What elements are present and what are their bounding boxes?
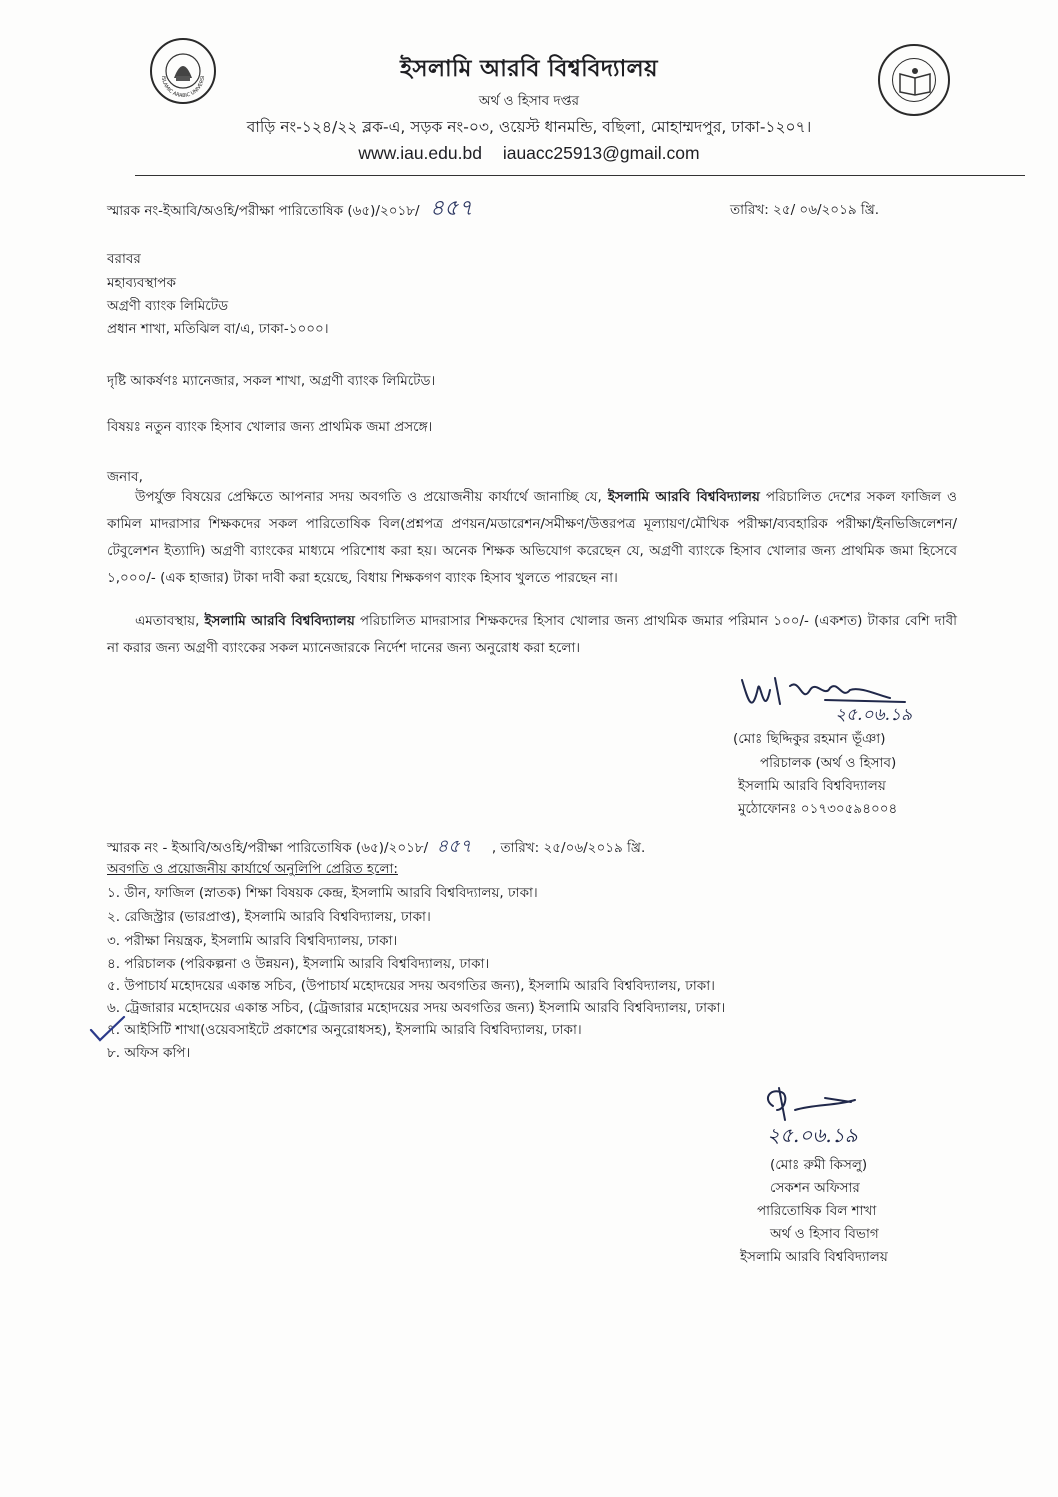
email-link[interactable]: iauacc25913@gmail.com bbox=[502, 143, 700, 163]
body-p2-text-a: এমতাবস্থায়, bbox=[135, 613, 205, 629]
signatory-1-org: ইসলামি আরবি বিশ্ববিদ্যালয় bbox=[738, 778, 886, 794]
signatory-1-name: (মোঃ ছিদ্দিকুর রহমান ভূঁঞা) bbox=[733, 731, 886, 747]
copy-item-2: ২. রেজিস্ট্রার (ভারপ্রাপ্ত), ইসলামি আরবি বিশ্ববিদ্যালয়, ঢাকা। bbox=[107, 909, 431, 925]
body-p1-text-a: উপর্যুক্ত বিষয়ের প্রেক্ষিতে আপনার সদয় অবগতি ও প্রয়োজনীয় কার্যার্থে জানাচ্ছি যে, bbox=[135, 489, 608, 505]
copy-item-4: ৪. পরিচালক (পরিকল্পনা ও উন্নয়ন), ইসলামি আরবি বিশ্ববিদ্যালয়, ঢাকা। bbox=[107, 956, 490, 972]
signature-1 bbox=[730, 660, 960, 730]
recipient-line-2: মহাব্যবস্থাপক bbox=[107, 275, 176, 291]
department-name: অর্থ ও হিসাব দপ্তর bbox=[478, 93, 580, 109]
copy-ref-handwritten: ৪৫৭ bbox=[436, 836, 472, 857]
attention-line: দৃষ্টি আকর্ষণঃ ম্যানেজার, সকল শাখা, অগ্রণী ব্যাংক লিমিটেড। bbox=[107, 373, 436, 389]
signatory-1-title: পরিচালক (অর্থ ও হিসাব) bbox=[760, 755, 897, 771]
signatory-1-phone: মুঠোফোনঃ ০১৭৩০৫৯৪০০৪ bbox=[738, 801, 898, 817]
header-divider bbox=[135, 175, 1025, 176]
signature-2 bbox=[755, 1080, 955, 1150]
memo-date: তারিখ: ২৫/ ০৬/২০১৯ খ্রি. bbox=[730, 202, 880, 218]
copy-heading: অবগতি ও প্রয়োজনীয় কার্যার্থে অনুলিপি প্রেরিত হলো: bbox=[107, 861, 398, 877]
salutation: জনাব, bbox=[107, 469, 143, 485]
university-address: বাড়ি নং-১২৪/২২ ব্লক-এ, সড়ক নং-০৩, ওয়েস্ট ধানমন্ডি, বছিলা, মোহাম্মদপুর, ঢাকা-১২০৭। bbox=[246, 118, 812, 136]
signature-1-date: ২৫.০৬.১৯ bbox=[835, 705, 913, 725]
body-p1-text-b: পরিচালিত দেশের সকল ফাজিল ও কামিল মাদরাসার শিক্ষকদের সকল পারিতোষিক বিল(প্রশ্নপত্র প্রণয়ন/মডারেশন/সমীক্ষণ/উত্তরপত্র মূল্যায়ণ/মৌখিক পরীক্ষা/ব্যবহারিক পরীক্ষা/ইনভিজিলেশন/টেবুলেশন ইত্যাদি) অগ্রণী ব্যাংকের মাধ্যমে পরিশোধ করা হয়। অনেক শিক্ষক অভিযোগ করেছেন যে, অগ্রণী ব্যাংকে হিসাব খোলার জন্য প্রাথমিক জমা হিসেবে ১,০০০/- (এক হাজার) টাকা দাবী করা হয়েছে, বিধায় শিক্ষকগণ ব্যাংক হিসাব খুলতে পারছেন না। bbox=[107, 489, 957, 586]
body-paragraph-1 bbox=[107, 484, 957, 592]
copy-memo-reference bbox=[107, 838, 645, 857]
copy-item-1: ১. ডীন, ফাজিল (স্নাতক) শিক্ষা বিষয়ক কেন্দ্র, ইসলামি আরবি বিশ্ববিদ্যালয়, ঢাকা। bbox=[107, 885, 538, 901]
copy-item-7: ৭. আইসিটি শাখা(ওয়েবসাইটে প্রকাশের অনুরোধসহ), ইসলামি আরবি বিশ্ববিদ্যালয়, ঢাকা। bbox=[107, 1022, 582, 1038]
signatory-2-section: পারিতোষিক বিল শাখা bbox=[757, 1203, 877, 1219]
body-p1-bold: ইসলামি আরবি বিশ্ববিদ্যালয় bbox=[607, 489, 760, 505]
signature-2-date: ২৫.০৬.১৯ bbox=[767, 1123, 858, 1147]
memo-ref-prefix: স্মারক নং-ইআবি/অওহি/পরীক্ষা পারিতোষিক (৬৫)/২০১৮/ bbox=[107, 203, 420, 219]
body-paragraph-2 bbox=[107, 608, 957, 662]
recipient-line-1: বরাবর bbox=[107, 251, 141, 267]
memo-reference bbox=[107, 196, 473, 221]
signatory-2-org: ইসলামি আরবি বিশ্ববিদ্যালয় bbox=[740, 1249, 888, 1265]
logo-arc-text: ISLAMIC ARABIC UNIVERSI bbox=[159, 75, 207, 100]
university-name: ইসলামি আরবি বিশ্ববিদ্যালয় bbox=[400, 56, 658, 82]
contact-line bbox=[0, 143, 1058, 164]
signatory-2-title: সেকশন অফিসার bbox=[770, 1180, 860, 1196]
copy-ref-prefix: স্মারক নং - ইআবি/অওহি/পরীক্ষা পারিতোষিক (৬৫)/২০১৮/ bbox=[107, 840, 429, 856]
body-p2-text-b: পরিচালিত মাদরাসার শিক্ষকদের হিসাব খোলার জন্য প্রাথমিক জমার পরিমান ১০০/- (একশত) টাকার বেশি দাবী না করার জন্য অগ্রণী ব্যাংকের সকল ম্যানেজারকে নির্দেশ দানের জন্য অনুরোধ করা হলো। bbox=[107, 613, 957, 656]
body-p2-bold: ইসলামি আরবি বিশ্ববিদ্যালয় bbox=[204, 613, 355, 629]
recipient-line-4: প্রধান শাখা, মতিঝিল বা/এ, ঢাকা-১০০০। bbox=[107, 321, 329, 337]
checkmark-icon bbox=[88, 1014, 128, 1044]
copy-item-6: ৬. ট্রেজারার মহোদয়ের একান্ত সচিব, (ট্রেজারার মহোদয়ের সদয় অবগতির জন্য) ইসলামি আরবি বিশ্ববিদ্যালয়, ঢাকা। bbox=[107, 1000, 726, 1016]
subject-line: বিষয়ঃ নতুন ব্যাংক হিসাব খোলার জন্য প্রাথমিক জমা প্রসঙ্গে। bbox=[107, 419, 433, 435]
copy-memo-date: , তারিখ: ২৫/০৬/২০১৯ খ্রি. bbox=[491, 840, 646, 856]
website-link[interactable]: www.iau.edu.bd bbox=[358, 143, 482, 163]
copy-item-8: ৮. অফিস কপি। bbox=[107, 1045, 191, 1061]
copy-item-5: ৫. উপাচার্য মহোদয়ের একান্ত সচিব, (উপাচার্য মহোদয়ের সদয় অবগতির জন্য), ইসলামি আরবি বিশ্ববিদ্যালয়, ঢাকা। bbox=[107, 978, 715, 994]
copy-item-3: ৩. পরীক্ষা নিয়ন্ত্রক, ইসলামি আরবি বিশ্ববিদ্যালয়, ঢাকা। bbox=[107, 933, 398, 949]
signatory-2-name: (মোঃ রুমী কিসলু) bbox=[770, 1157, 868, 1173]
recipient-line-3: অগ্রণী ব্যাংক লিমিটেড bbox=[107, 298, 229, 314]
memo-ref-handwritten: ৪৫৭ bbox=[429, 196, 473, 221]
signatory-2-dept: অর্থ ও হিসাব বিভাগ bbox=[770, 1226, 879, 1242]
